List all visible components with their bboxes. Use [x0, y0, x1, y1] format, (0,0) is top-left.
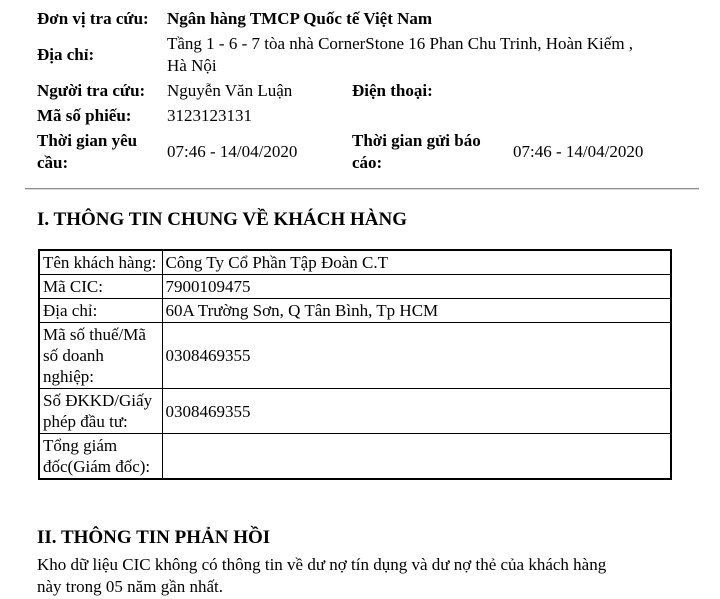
ticket-number-value: 3123123131: [167, 106, 252, 125]
section1-title: I. THÔNG TIN CHUNG VỀ KHÁCH HÀNG: [37, 209, 408, 230]
report-sent-time-label: Thời gian gửi báo cáo:: [352, 131, 481, 172]
header-row-address: [37, 33, 682, 77]
cic-code-value: 7900109475: [162, 275, 671, 299]
customer-name-value: Công Ty Cổ Phần Tập Đoàn C.T: [162, 250, 671, 275]
director-label: Tổng giám đốc(Giám đốc):: [39, 434, 162, 480]
requester-value: Nguyễn Văn Luận: [167, 81, 293, 100]
table-row-customer-address: [39, 299, 671, 323]
customer-name-label: Tên khách hàng:: [39, 250, 162, 275]
ticket-number-label: Mã số phiếu:: [37, 106, 132, 125]
request-time-label: Thời gian yêu cầu:: [37, 131, 138, 172]
business-license-label: Số ĐKKD/Giấy phép đầu tư:: [39, 389, 162, 434]
address-value: Tầng 1 - 6 - 7 tòa nhà CornerStone 16 Phan Chu Trinh, Hoàn Kiếm , Hà Nội: [167, 34, 634, 75]
header-row-requester: [37, 80, 682, 102]
phone-label: Điện thoại:: [352, 81, 433, 100]
header-row-ticket-number: [37, 105, 682, 127]
table-row-director: [39, 434, 671, 480]
section2-body-text: Kho dữ liệu CIC không có thông tin về dư nợ tín dụng và dư nợ thẻ của khách hàng này trong 05 năm gần nhất.: [37, 555, 607, 596]
credit-report-document: [0, 8, 720, 599]
report-header: [37, 8, 682, 174]
customer-address-label: Địa chỉ:: [39, 299, 162, 323]
requester-label: Người tra cứu:: [37, 81, 146, 100]
request-time-value: 07:46 - 14/04/2020: [167, 142, 298, 161]
table-row-cic-code: [39, 275, 671, 299]
table-row-business-license: [39, 389, 671, 434]
lookup-unit-value: Ngân hàng TMCP Quốc tế Việt Nam: [167, 9, 433, 28]
header-row-lookup-unit: [37, 8, 682, 30]
customer-address-value: 60A Trường Sơn, Q Tân Bình, Tp HCM: [162, 299, 671, 323]
customer-info-table: [38, 249, 672, 480]
table-row-tax-code: [39, 323, 671, 389]
address-label: Địa chỉ:: [37, 45, 95, 64]
tax-code-label: Mã số thuế/Mã số doanh nghiệp:: [39, 323, 162, 389]
header-divider: [25, 188, 699, 190]
business-license-value: 0308469355: [162, 389, 671, 434]
cic-code-label: Mã CIC:: [39, 275, 162, 299]
tax-code-value: 0308469355: [162, 323, 671, 389]
report-sent-time-value: 07:46 - 14/04/2020: [513, 142, 644, 161]
director-value: [162, 434, 671, 480]
table-row-customer-name: [39, 250, 671, 275]
header-row-times: [37, 130, 682, 174]
lookup-unit-label: Đơn vị tra cứu:: [37, 9, 149, 28]
section2-title: II. THÔNG TIN PHẢN HỒI: [37, 527, 271, 548]
